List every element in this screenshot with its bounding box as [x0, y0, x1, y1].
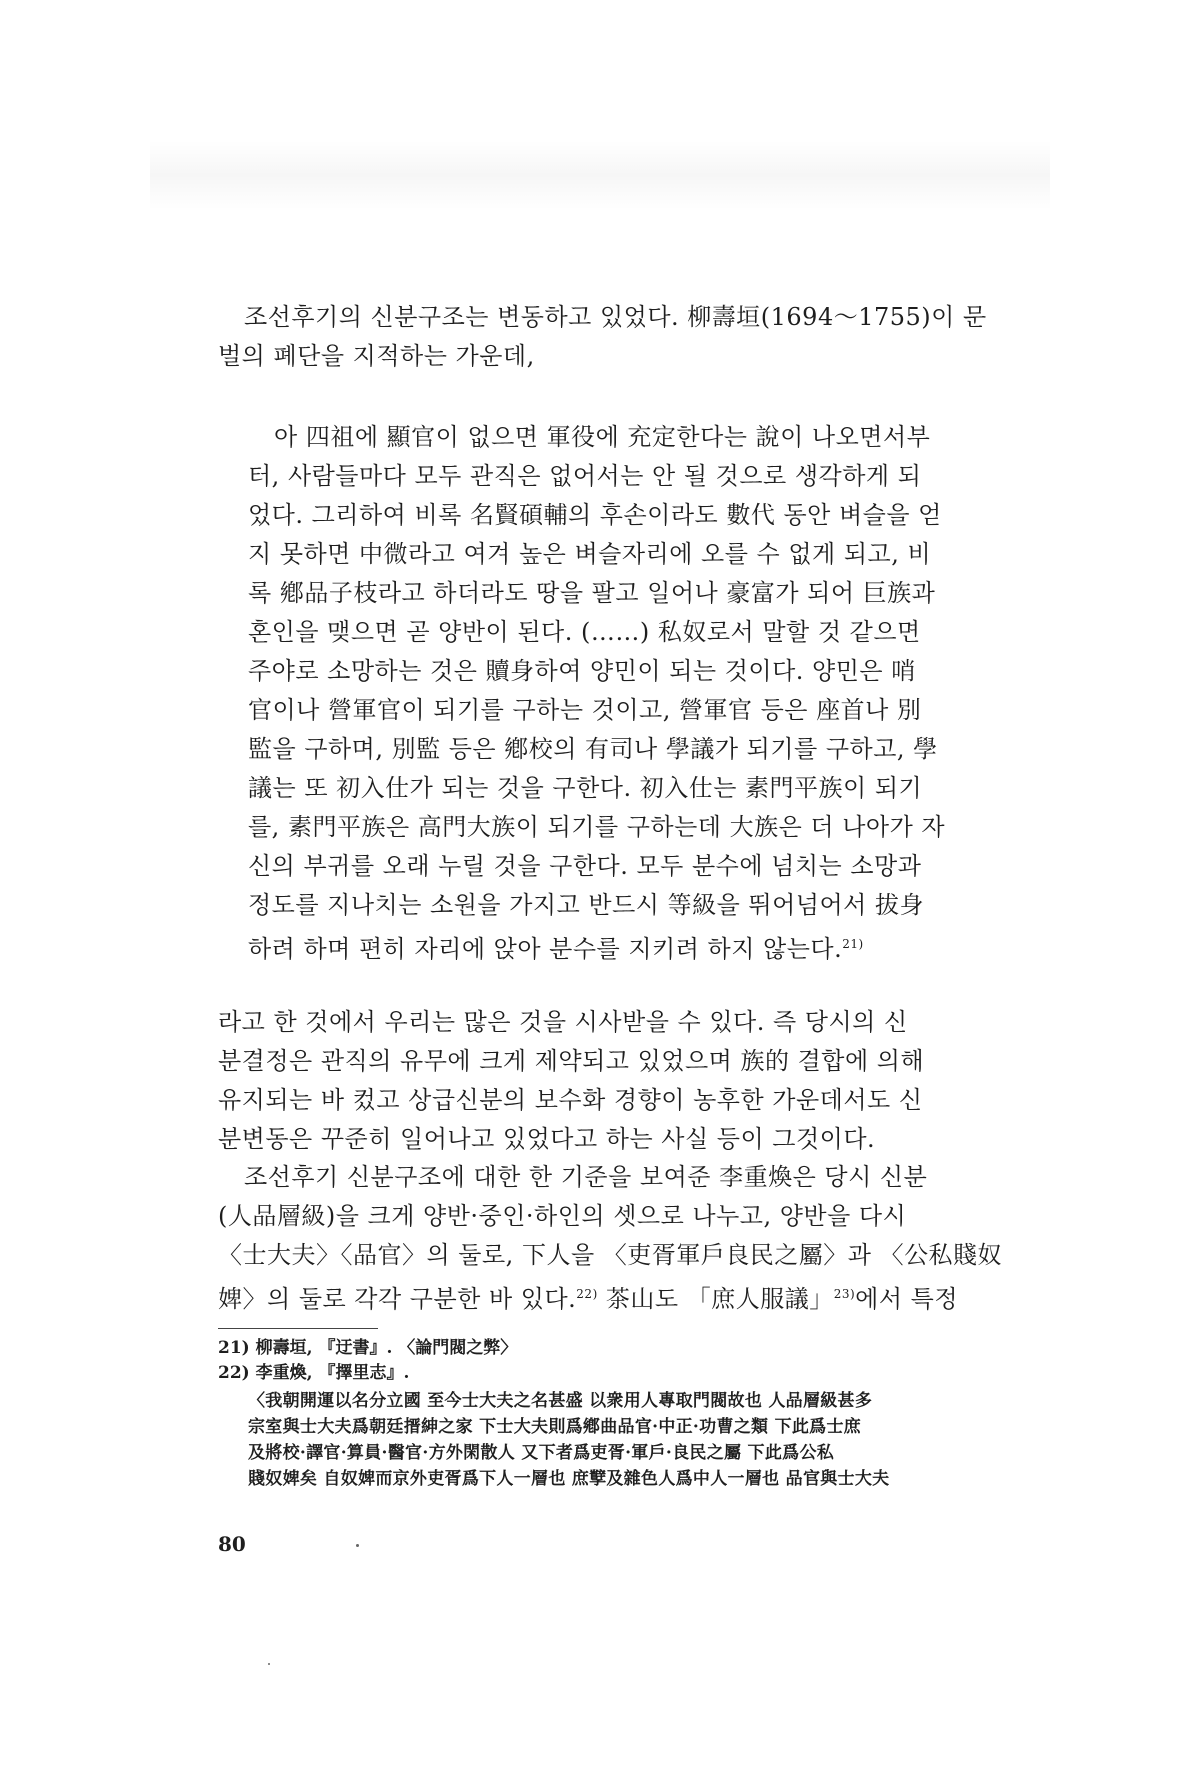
intro-paragraph: 조선후기의 신분구조는 변동하고 있었다. 柳壽垣(1694～1755)이 문 벌의 폐단을 지적하는 가운데,: [218, 303, 987, 370]
block-quote: [248, 418, 1024, 969]
structure-paragraph-text-2: 茶山도 「庶人服議」: [597, 1285, 834, 1313]
block-quote-text: 아 四祖에 顯官이 없으면 軍役에 充定한다는 說이 나오면서부 터, 사람들마다 모두 관직은 없어서는 안 될 것으로 생각하게 되 었다. 그리하여 비록 名賢碩輔의 후손이라도 數代 동안 벼슬을 얻 지 못하면 中微라고 여겨 높은 벼슬자리에 오를 수 없게 되고, 비 록 鄕品子枝라고 하더라도 땅을 팔고 일어나 豪富가 되어 巨族과 혼인을 맺으면 곧 양반이 된다. (……) 私奴로서 말할 것 같으면 주야로 소망하는 것은 贖身하여 양민이 되는 것이다. 양민은 哨 官이나 營軍官이 되기를 구하는 것이고, 營軍官 등은 座首나 別 監을 구하며, 別監 등은 鄕校의 有司나 學議가 되기를 구하고, 學 議는 또 初入仕가 되는 것을 구한다. 初入仕는 素門平族이 되기 를, 素門平族은 高門大族이 되기를 구하는데 大族은 더 나아가 자 신의 부귀를 오래 누릴 것을 구한다. 모두 분수에 넘치는 소망과 정도를 지나치는 소원을 가지고 반드시 等級을 뛰어넘어서 拔身 하려 하며 편히 자리에 앉아 분수를 지키려 하지 않는다.: [248, 423, 946, 963]
scan-shadow: [150, 140, 1050, 210]
page-number: 80: [218, 1532, 246, 1556]
footnote-mark-22: 22): [576, 1287, 598, 1301]
structure-paragraph-text-3: 에서 특정: [855, 1285, 959, 1313]
scan-speck: [356, 1544, 359, 1547]
structure-paragraph: [218, 1158, 1024, 1319]
scan-speck: [268, 1663, 270, 1665]
footnote-22-quote: 〈我朝開運以名分立國 至今士大夫之名甚盛 以衆用人專取門閥故也 人品層級甚多 宗室與士大夫爲朝廷搢紳之家 下士大夫則爲鄕曲品官·中正·功曹之類 下此爲士庶 及將校·譯官·算員·醫官·方外閑散人 又下者爲吏胥·軍戶·良民之屬 下此爲公私 賤奴婢矣 自奴婢而京外吏胥爲下人一層也 庶孼及雜色人爲中人一層也 品官與士大夫: [248, 1391, 890, 1489]
structure-paragraph-text: 조선후기 신분구조에 대한 한 기준을 보여준 李重煥은 당시 신분 (人品層級)을 크게 양반·중인·하인의 셋으로 나누고, 양반을 다시 〈士大夫〉〈品官〉의 둘로, 下人을 〈吏胥軍戶良民之屬〉과 〈公私賤奴 婢〉의 둘로 각각 구분한 바 있다.: [218, 1163, 1003, 1313]
footnote-21: 21) 柳壽垣, 『迂書』. 〈論門閥之弊〉: [218, 1338, 518, 1358]
conclusion-paragraph: 라고 한 것에서 우리는 많은 것을 시사받을 수 있다. 즉 당시의 신 분결정은 관직의 유무에 크게 제약되고 있었으며 族的 결합에 의해 유지되는 바 컸고 상급신분의 보수화 경향이 농후한 가운데서도 신 분변동은 꾸준히 일어나고 있었다고 하는 사실 등이 그것이다.: [218, 1008, 925, 1153]
footnote-22: 22) 李重煥, 『擇里志』.: [218, 1363, 410, 1383]
footnote-divider: [218, 1328, 378, 1329]
footnote-mark-23: 23): [833, 1287, 856, 1301]
footnote-mark-21: 21): [842, 937, 864, 951]
